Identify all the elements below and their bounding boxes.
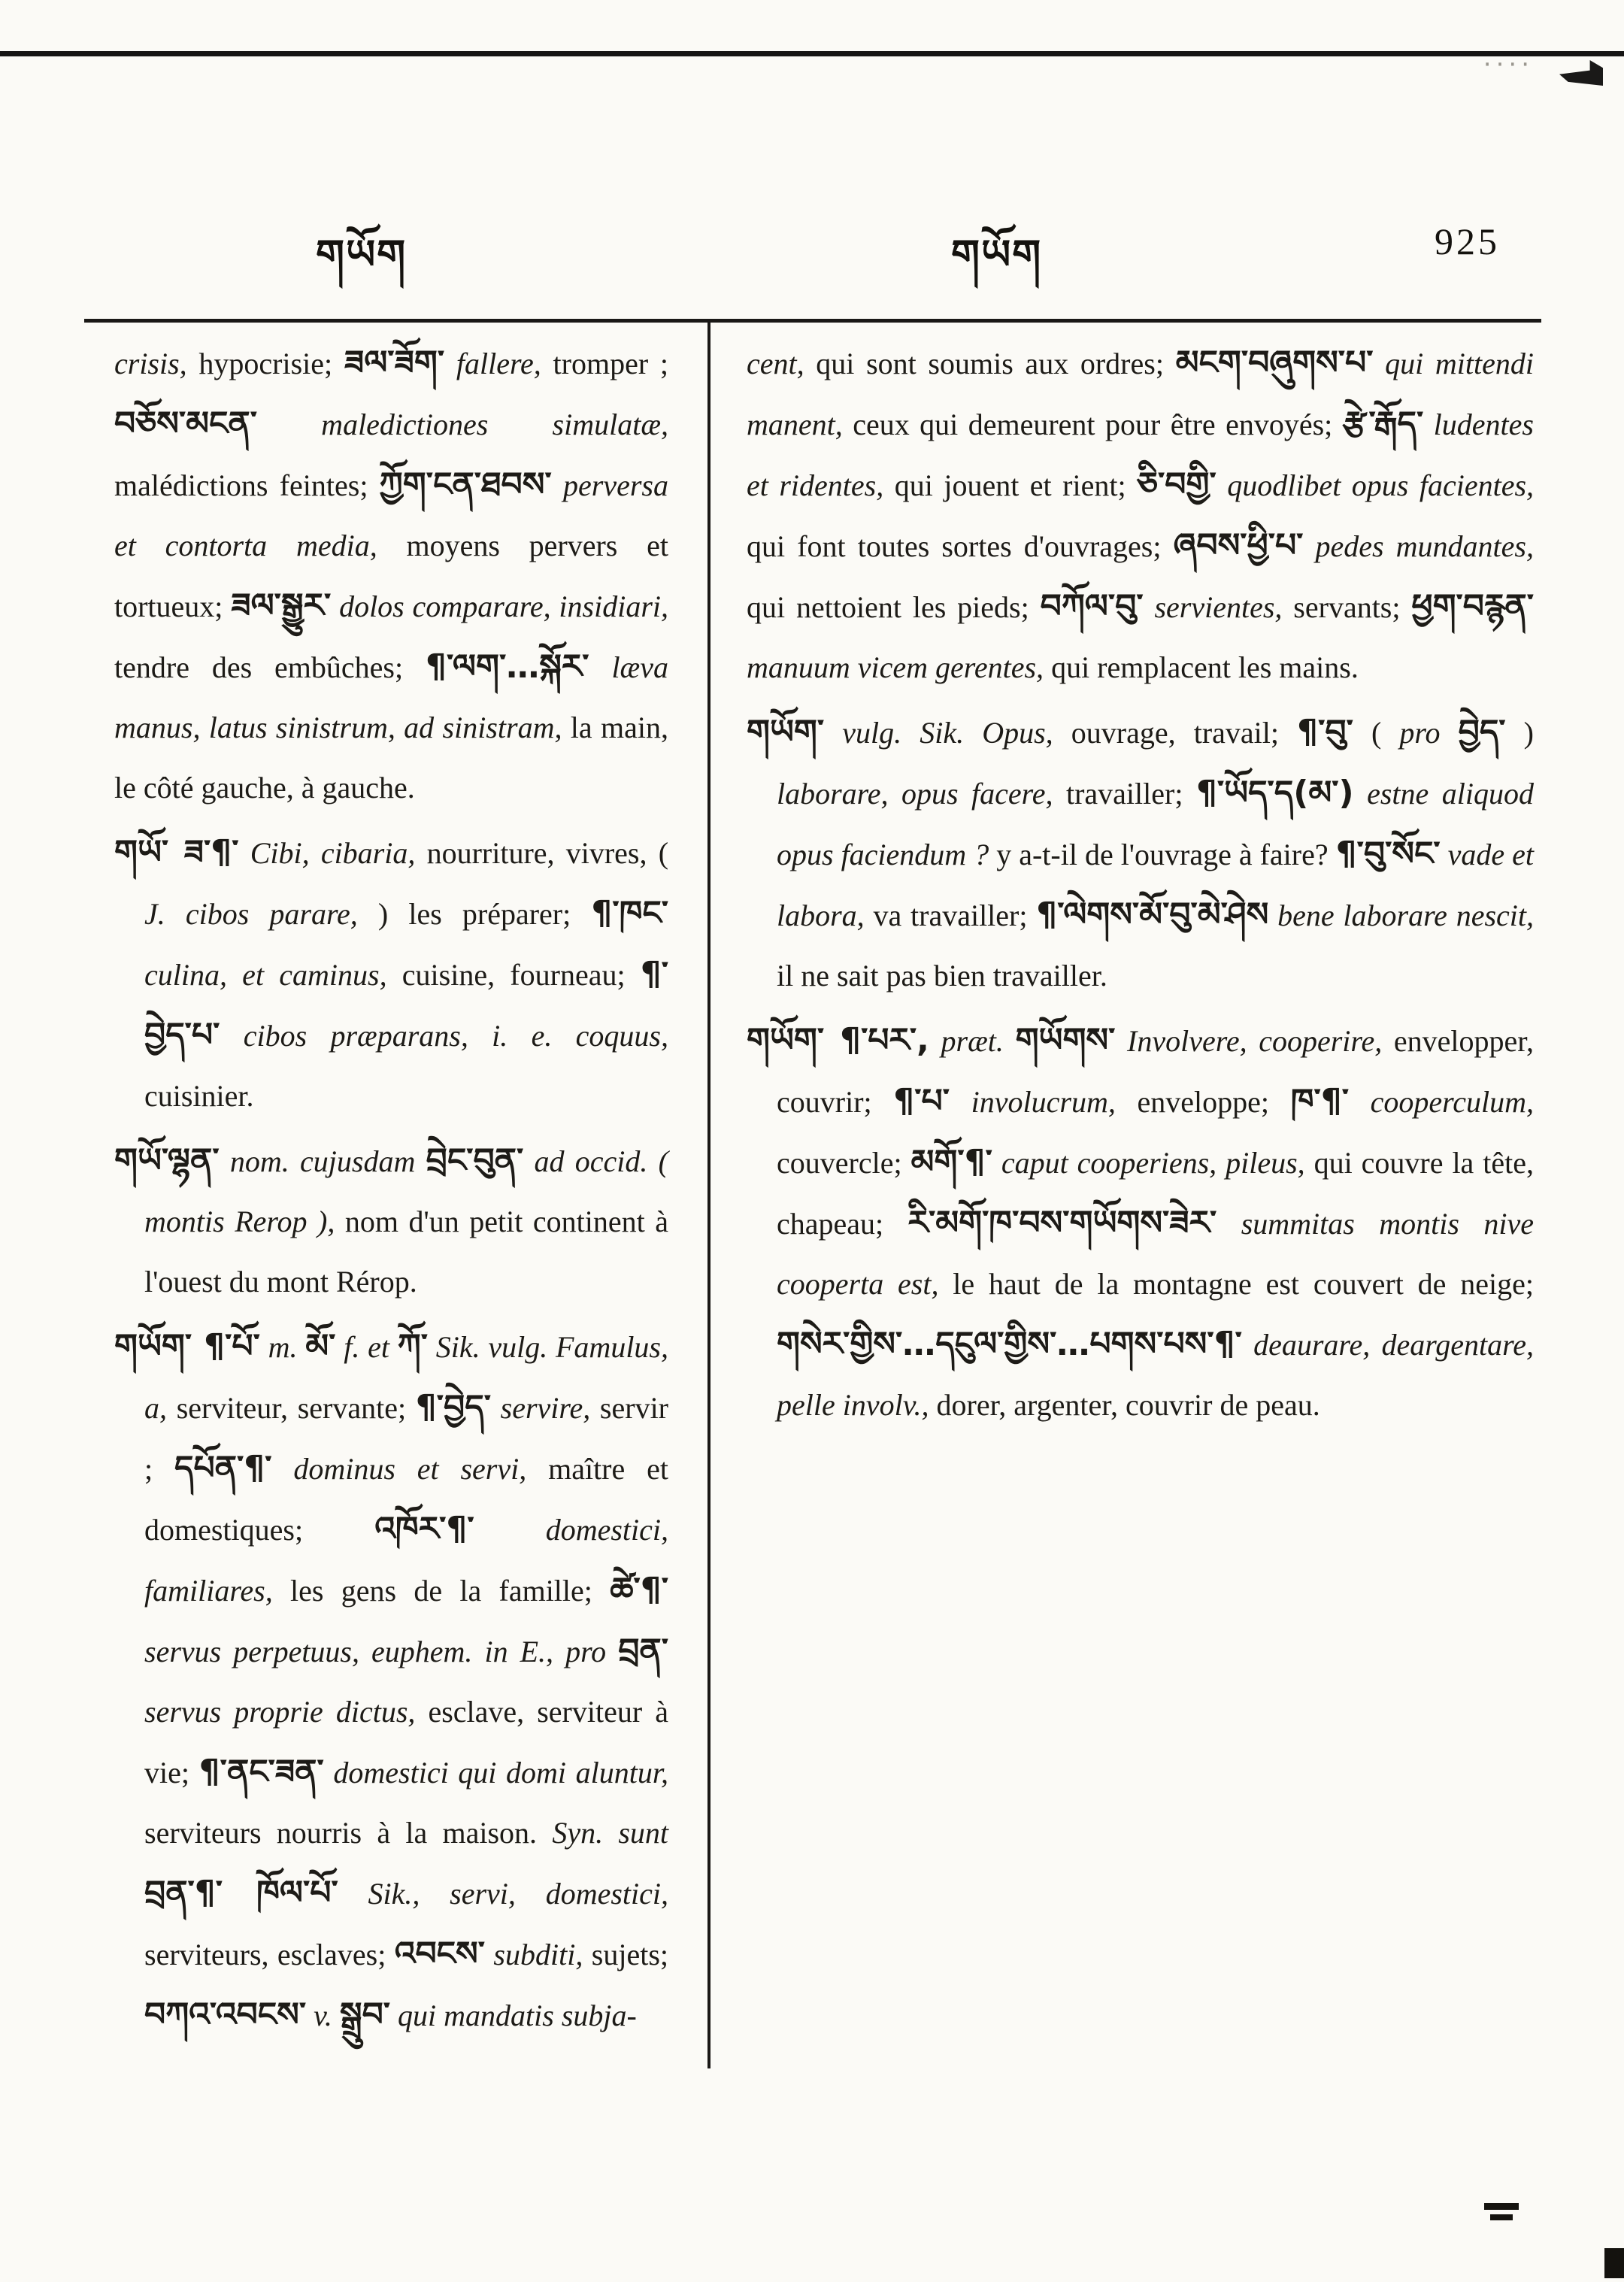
running-head-tibetan-right: གཡོག (951, 232, 1043, 277)
tibetan-text: ཀོ་ (397, 1327, 428, 1365)
french-roman-text: la main, le côté gauche, à gauche. (114, 711, 668, 805)
french-roman-text: nom d'un petit continent à l'ouest du mont Rérop. (144, 1205, 668, 1299)
tibetan-text: ¶་ཁང་ (591, 894, 669, 932)
french-roman-text: ( (1353, 716, 1400, 750)
latin-italic-text: dolos comparare, insidiari, (331, 589, 668, 623)
tibetan-text: གཡོ་ ཟ་¶་ (114, 833, 239, 871)
continuation-paragraph (747, 333, 1534, 698)
french-roman-text: cuisinier. (144, 1079, 254, 1113)
french-roman-text: moyens pervers et tortueux; (114, 529, 669, 623)
french-roman-text: tromper ; (541, 347, 668, 380)
latin-italic-text: læva manus, latus sinistrum, ad sinistram, (114, 650, 668, 744)
latin-italic-text: manuum vicem gerentes, (747, 650, 1044, 684)
tibetan-text: ¶་བུ་སོང་ (1335, 835, 1441, 873)
french-roman-text: envelopper, couvrir; (777, 1024, 1535, 1119)
latin-italic-text: involucrum, (949, 1085, 1116, 1119)
tibetan-text: འབངས་ (394, 1935, 485, 1973)
tibetan-text: གསེར་གྱིས་…དངུལ་གྱིས་…པགས་པས་¶་ (777, 1325, 1242, 1363)
latin-italic-text: Cibi, cibaria, (238, 836, 416, 870)
tibetan-text: མགོ་¶་ (910, 1143, 992, 1181)
scan-mark-bottom-right (1484, 2203, 1519, 2226)
french-roman-text: qui nettoient les pieds; (747, 590, 1041, 624)
french-roman-text: hypocrisie; (186, 347, 344, 380)
french-roman-text: serviteur, servante; (167, 1391, 416, 1425)
french-roman-text: y a-t-il de l'ouvrage à faire? (989, 838, 1336, 871)
latin-italic-text: m. (259, 1330, 306, 1364)
latin-italic-text: Sik., servi, domestici, (338, 1877, 668, 1911)
latin-italic-text: servus proprie dictus, (144, 1695, 416, 1729)
tibetan-text: གཡོ་ལྷན་ (114, 1141, 220, 1180)
french-roman-text: esclave, serviteur à vie; (144, 1695, 668, 1790)
dictionary-entry (114, 1131, 668, 1312)
tibetan-text: ཁ་¶་ (1290, 1082, 1349, 1120)
latin-italic-text: bene laborare nescit, (1268, 899, 1534, 932)
french-roman-text: il ne sait pas bien travailler. (777, 959, 1107, 993)
tibetan-text: ¶་བུ་ (1297, 713, 1353, 751)
french-roman-text: qui font toutes sortes d'ouvrages; (747, 529, 1174, 563)
tibetan-text: བྲེང་བུན་ (426, 1141, 524, 1180)
french-roman-text: qui couvre la tête, chapeau; (777, 1146, 1534, 1241)
dictionary-entry (114, 823, 668, 1126)
tibetan-text: ¶་ནང་ཟན་ (198, 1753, 324, 1791)
french-roman-text: travailler; (1053, 777, 1196, 811)
dictionary-text-block (84, 319, 1541, 2068)
page-header (0, 205, 1624, 287)
scan-mark-bottom-edge (1604, 2248, 1624, 2278)
tibetan-text: བྲན་ (618, 1632, 668, 1670)
tibetan-text: ¶་བྱེད་ (415, 1388, 491, 1426)
tibetan-text: ¶་ཡོད་ད(མ་) (1195, 774, 1354, 812)
french-roman-text: enveloppe; (1115, 1085, 1291, 1119)
french-roman-text: serviteurs nourris à la maison. (144, 1816, 553, 1850)
tibetan-text: གཡོག་ ¶་པོ་ (114, 1327, 260, 1365)
scan-mark-top-right (1559, 60, 1603, 86)
tibetan-text: འཁོར་¶་ (374, 1510, 474, 1548)
latin-italic-text: maledictiones simulatæ, (257, 408, 668, 441)
top-horizontal-rule (0, 51, 1624, 56)
french-roman-text: dorer, argenter, couvrir de peau. (929, 1388, 1320, 1422)
tibetan-text: དཔོན་¶་ (174, 1449, 272, 1487)
latin-italic-text: ludentes et ridentes, (747, 408, 1534, 502)
latin-italic-text: vade et labora, (777, 838, 1535, 932)
latin-italic-text: pro (1399, 716, 1459, 750)
latin-italic-text: cent, (747, 347, 804, 380)
tibetan-text: རྩེ་རྒོད་ (1342, 405, 1424, 443)
tibetan-text: ཕྱག་བརྙན་ (1411, 587, 1534, 626)
tibetan-text: ཟལ་ཟོག་ (344, 344, 445, 382)
french-roman-text: cuisine, fourneau; (386, 958, 641, 992)
latin-italic-text: servire, (490, 1391, 591, 1425)
latin-italic-text: f. et (335, 1330, 398, 1364)
french-roman-text: ) les préparer; (357, 897, 592, 931)
latin-italic-text: v. (306, 1999, 340, 2032)
latin-italic-text: vulg. Sik. Opus, (824, 716, 1053, 750)
dictionary-entry (747, 702, 1534, 1006)
french-roman-text: qui sont soumis aux ordres; (804, 347, 1176, 380)
french-roman-text: maître et domestiques; (144, 1452, 668, 1547)
tibetan-text: ¶་བྱེད་པ་ (144, 955, 669, 1054)
tibetan-text: བཀའ་འབངས་ (144, 1996, 307, 2034)
french-roman-text: sujets; (583, 1938, 668, 1971)
dictionary-entry (747, 1011, 1534, 1435)
french-roman-text: ) (1505, 716, 1534, 750)
latin-italic-text: qui mittendi manent, (747, 347, 1534, 441)
latin-italic-text: servus perpetuus, euphem. in E., pro (144, 1635, 619, 1668)
latin-italic-text: quodlibet opus facientes, (1216, 468, 1535, 502)
french-roman-text: va travailler; (864, 899, 1037, 932)
latin-italic-text: laborare, opus facere, (777, 777, 1053, 811)
tibetan-text: མོ་ (305, 1327, 336, 1365)
latin-italic-text: domestici qui domi aluntur, (323, 1756, 669, 1790)
running-head-tibetan-left: གཡོག (316, 232, 408, 277)
tibetan-text: རི་མགོ་ཁ་བས་གཡོགས་ཟེར་ (907, 1204, 1217, 1242)
tibetan-text: ཟལ་སྒྱུར་ (231, 586, 332, 625)
latin-italic-text: Involvere, cooperire, (1115, 1024, 1383, 1058)
latin-italic-text: præt. (929, 1024, 1016, 1058)
dictionary-entry (114, 1317, 668, 2046)
tibetan-text: བཀོལ་བུ་ (1040, 587, 1144, 626)
latin-italic-text: dominus et servi, (271, 1452, 527, 1486)
tibetan-text: བྱེད་ (1458, 713, 1506, 751)
tibetan-text: ཅི་བགྱི་ (1137, 465, 1216, 504)
latin-italic-text: Syn. sunt (552, 1816, 669, 1850)
french-roman-text: tendre des embûches; (114, 650, 426, 684)
tibetan-text: སྒྲུབ་ (339, 1996, 391, 2034)
latin-italic-text: pedes mundantes, (1303, 529, 1534, 563)
latin-italic-text: perversa et contorta media, (114, 468, 668, 562)
latin-italic-text: summitas montis nive cooperta est, (777, 1207, 1534, 1301)
latin-italic-text: servientes, (1143, 590, 1283, 624)
latin-italic-text: subditi, (485, 1938, 583, 1971)
left-column (84, 323, 710, 2068)
latin-italic-text: deaurare, deargentare, pelle involv., (777, 1328, 1534, 1422)
latin-italic-text: estne aliquod opus faciendum ? (777, 777, 1534, 871)
page-number: 925 (1435, 220, 1500, 262)
continuation-paragraph (114, 333, 668, 818)
tibetan-text: ཞབས་ཕྱི་པ་ (1173, 526, 1304, 565)
tibetan-text: ཀྱོག་ངན་ཐབས་ (379, 465, 552, 504)
french-roman-text: nourriture, vivres, ( (415, 836, 669, 870)
latin-italic-text: ad occid. ( montis Rerop ), (144, 1144, 668, 1238)
right-column (710, 323, 1541, 2068)
tibetan-text: ¶་ལེགས་མོ་བུ་མེ་ཤེས (1036, 896, 1269, 934)
tibetan-text: གཡོག་ (747, 713, 825, 751)
latin-italic-text: Sik. vulg. Famulus, a, (144, 1330, 668, 1425)
scan-dots-top-right: ···· (1483, 50, 1534, 80)
latin-italic-text: fallere, (444, 347, 541, 380)
tibetan-text: གཡོག་ ¶་པར་, (747, 1021, 929, 1059)
latin-italic-text: cibos præparans, i. e. coquus, (220, 1019, 668, 1053)
tibetan-text: བྲན་¶་ ཁོལ་པོ་ (144, 1874, 338, 1912)
latin-italic-text: qui mandatis subja- (390, 1999, 637, 2032)
french-roman-text: malédictions feintes; (114, 468, 380, 502)
tibetan-text: ¶་པ་ (893, 1082, 950, 1120)
french-roman-text: couvercle; (777, 1146, 911, 1180)
latin-italic-text: J. cibos parare, (144, 897, 358, 931)
tibetan-text: བཅོས་མངན་ (114, 405, 257, 443)
french-roman-text: ouvrage, travail; (1053, 716, 1298, 750)
french-roman-text: ceux qui demeurent pour être envoyés; (842, 408, 1343, 441)
french-roman-text: les gens de la famille; (272, 1574, 611, 1608)
tibetan-text: མངག་བཞུགས་པ་ (1175, 344, 1374, 382)
tibetan-text: ¶་ལག་…སྐོར་ (426, 647, 589, 686)
tibetan-text: ཚེ་¶་ (610, 1571, 668, 1609)
french-roman-text: servants; (1282, 590, 1412, 624)
latin-italic-text: culina, et caminus, (144, 958, 387, 992)
tibetan-text: གཡོགས་ (1015, 1021, 1116, 1059)
latin-italic-text: caput cooperiens, pileus, (992, 1146, 1305, 1180)
french-roman-text: servir ; (144, 1391, 668, 1486)
french-roman-text: le haut de la montagne est couvert de neige; (938, 1267, 1535, 1301)
latin-italic-text: crisis, (114, 347, 187, 380)
french-roman-text: qui jouent et rient; (883, 468, 1138, 502)
latin-italic-text: cooperculum, (1348, 1085, 1535, 1119)
latin-italic-text: domestici, familiares, (144, 1513, 668, 1608)
latin-italic-text: nom. cujusdam (219, 1144, 426, 1178)
french-roman-text: qui remplacent les mains. (1044, 650, 1359, 684)
french-roman-text: serviteurs, esclaves; (144, 1938, 395, 1971)
